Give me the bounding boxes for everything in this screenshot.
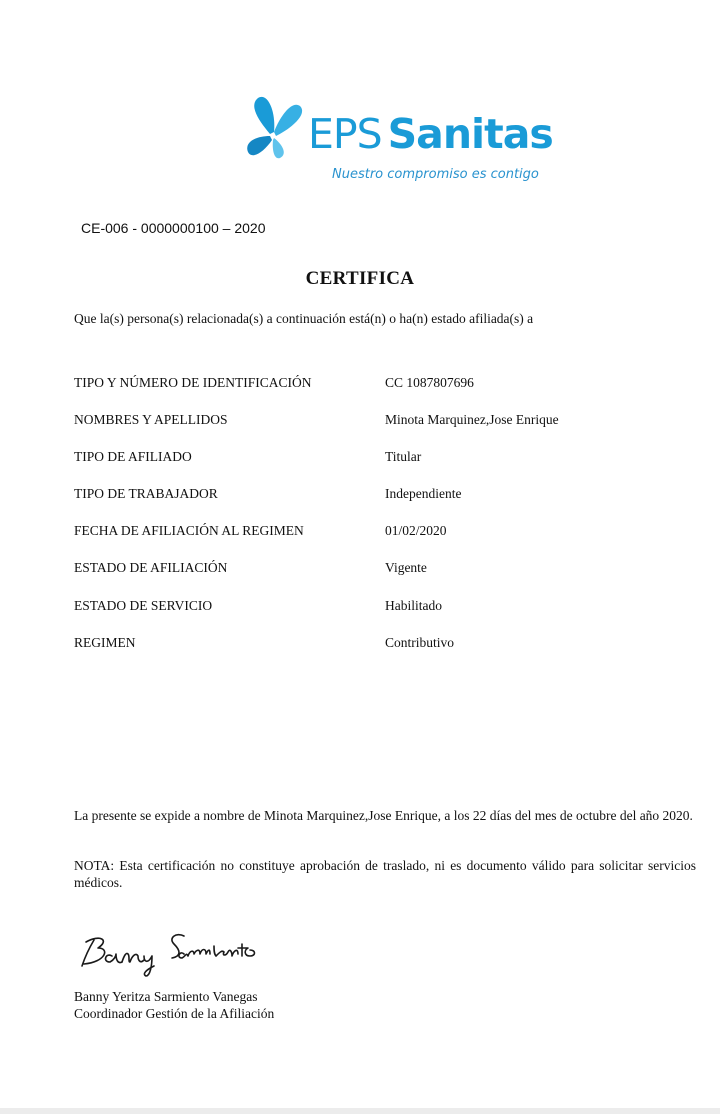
- field-value: Minota Marquinez,Jose Enrique: [385, 412, 559, 428]
- field-value: Titular: [385, 449, 422, 465]
- field-label: TIPO DE TRABAJADOR: [74, 486, 218, 502]
- brand-wordmark: [308, 112, 553, 156]
- field-row-affiliate-type: [74, 449, 674, 486]
- field-value: Habilitado: [385, 597, 442, 613]
- signer-name: Banny Yeritza Sarmiento Vanegas: [74, 989, 258, 1004]
- signer-role: Coordinador Gestión de la Afiliación: [74, 1006, 275, 1021]
- field-row-service-status: [74, 598, 674, 635]
- field-value: Independiente: [385, 486, 462, 502]
- field-label: ESTADO DE AFILIACIÓN: [74, 560, 228, 576]
- field-label: REGIMEN: [74, 634, 136, 650]
- field-row-affiliation-date: [74, 523, 674, 560]
- certificate-title: CERTIFICA: [305, 268, 415, 289]
- brand-sanitas: Sanitas: [387, 110, 553, 158]
- eps-sanitas-logo: [240, 92, 553, 192]
- butterfly-icon: [240, 92, 306, 162]
- field-value: CC 1087807696: [385, 375, 474, 390]
- field-label: FECHA DE AFILIACIÓN AL REGIMEN: [74, 523, 304, 539]
- field-row-regime: [74, 635, 674, 672]
- field-row-affiliation-status: [74, 560, 674, 597]
- field-row-worker-type: [74, 486, 674, 523]
- field-label: ESTADO DE SERVICIO: [74, 597, 213, 613]
- page-bottom-edge: [0, 1108, 720, 1114]
- intro-text: Que la(s) persona(s) relacionada(s) a continuación está(n) o ha(n) estado afiliada(s) a: [74, 311, 534, 326]
- handwritten-signature: [76, 926, 276, 978]
- signer-block: [74, 988, 274, 1022]
- field-label: TIPO DE AFILIADO: [74, 449, 192, 465]
- field-label: TIPO Y NÚMERO DE IDENTIFICACIÓN: [74, 375, 312, 390]
- brand-tagline: Nuestro compromiso es contigo: [332, 167, 539, 182]
- field-value: Vigente: [385, 560, 427, 576]
- field-label: NOMBRES Y APELLIDOS: [74, 412, 228, 428]
- brand-eps: EPS: [308, 110, 382, 158]
- affiliation-fields: [74, 375, 674, 672]
- document-code: CE-006 - 0000000100 – 2020: [81, 220, 266, 236]
- note-statement: NOTA: Esta certificación no constituye aprobación de traslado, ni es documento válido para solicitar servicios médicos.: [74, 858, 696, 890]
- field-row-id: [74, 375, 674, 412]
- field-row-name: [74, 412, 674, 449]
- field-value: Contributivo: [385, 634, 455, 650]
- field-value: 01/02/2020: [385, 523, 447, 539]
- issued-statement: La presente se expide a nombre de Minota Marquinez,Jose Enrique, a los 22 días del mes de octubre del año 2020.: [74, 808, 693, 823]
